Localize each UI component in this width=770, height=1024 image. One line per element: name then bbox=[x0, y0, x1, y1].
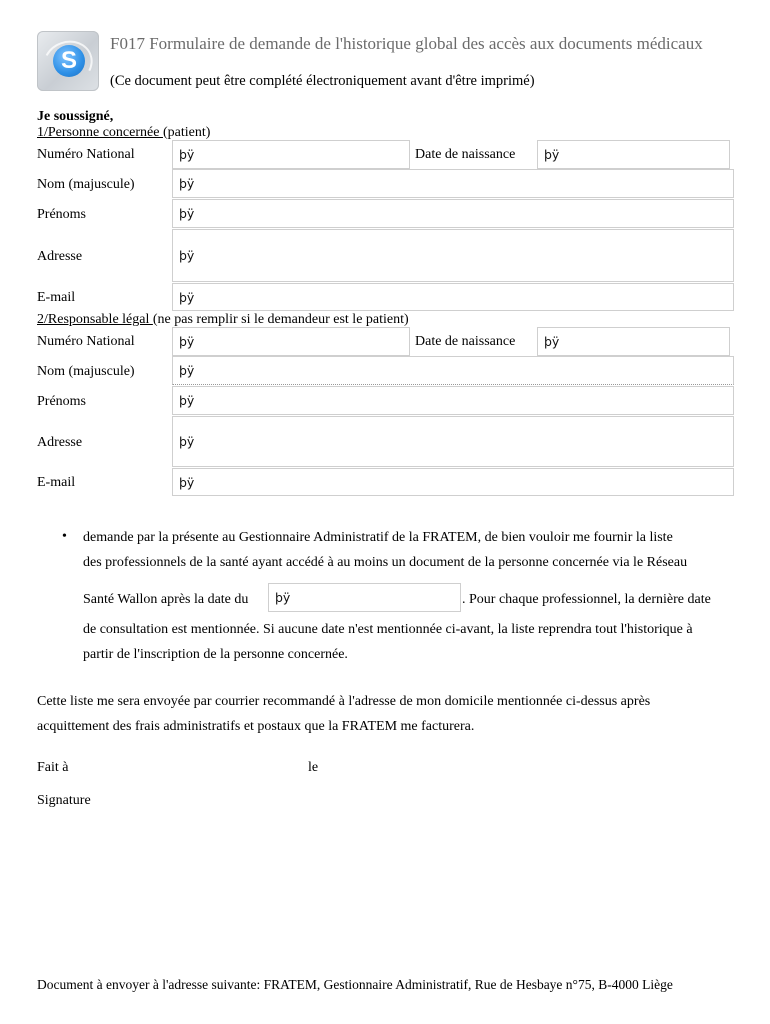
request-bullet: • bbox=[62, 529, 67, 544]
s1-prenoms-field[interactable]: þÿ bbox=[172, 199, 734, 228]
s1-date-naissance-field[interactable]: þÿ bbox=[537, 140, 730, 169]
footer-address: Document à envoyer à l'adresse suivante: FRATEM, Gestionnaire Administratif, Rue de Hesbaye n°75, B-4000 Liège bbox=[37, 977, 673, 992]
fait-a-label: Fait à bbox=[37, 760, 69, 775]
le-label: le bbox=[308, 760, 319, 775]
s2-email-label: E-mail bbox=[37, 475, 76, 490]
s1-numero-national-label: Numéro National bbox=[37, 147, 135, 162]
s1-email-field[interactable]: þÿ bbox=[172, 283, 734, 311]
page-subtitle: (Ce document peut être complété électroniquement avant d'être imprimé) bbox=[110, 73, 535, 89]
request-line-5: partir de l'inscription de la personne concernée. bbox=[83, 647, 348, 662]
request-line-2: des professionnels de la santé ayant accédé à au moins un document de la personne concernée via le Réseau bbox=[83, 555, 688, 570]
section2-heading-underlined: 2/Responsable légal bbox=[37, 312, 153, 327]
page-title: F017 Formulaire de demande de l'historique global des accès aux documents médicaux bbox=[110, 34, 703, 53]
s2-date-naissance-field[interactable]: þÿ bbox=[537, 327, 730, 356]
mailing-line-1: Cette liste me sera envoyée par courrier recommandé à l'adresse de mon domicile mentionnée ci-dessus après bbox=[37, 694, 651, 709]
s2-date-naissance-label: Date de naissance bbox=[415, 334, 516, 349]
logo-letter: S bbox=[53, 45, 85, 77]
soussigne-label: Je soussigné, bbox=[37, 109, 114, 124]
s2-prenoms-field[interactable]: þÿ bbox=[172, 386, 734, 415]
section2-heading-rest: (ne pas remplir si le demandeur est le patient) bbox=[152, 312, 409, 327]
s1-nom-label: Nom (majuscule) bbox=[37, 177, 135, 192]
s1-date-naissance-label: Date de naissance bbox=[415, 147, 516, 162]
s2-adresse-field[interactable]: þÿ bbox=[172, 416, 734, 467]
logo bbox=[37, 31, 99, 91]
s2-prenoms-label: Prénoms bbox=[37, 394, 86, 409]
request-line-3-after: . Pour chaque professionnel, la dernière date bbox=[462, 592, 711, 607]
s2-nom-field[interactable]: þÿ bbox=[172, 356, 734, 385]
s1-prenoms-label: Prénoms bbox=[37, 207, 86, 222]
s2-nom-label: Nom (majuscule) bbox=[37, 364, 135, 379]
s2-adresse-label: Adresse bbox=[37, 435, 83, 450]
mailing-line-2: acquittement des frais administratifs et postaux que la FRATEM me facturera. bbox=[37, 719, 475, 734]
request-line-4: de consultation est mentionnée. Si aucune date n'est mentionnée ci-avant, la liste reprendra tout l'historique à bbox=[83, 622, 693, 637]
s1-adresse-label: Adresse bbox=[37, 249, 83, 264]
s1-email-label: E-mail bbox=[37, 290, 76, 305]
request-line-3-before: Santé Wallon après la date du bbox=[83, 592, 249, 607]
signature-label: Signature bbox=[37, 793, 91, 808]
request-date-field[interactable]: þÿ bbox=[268, 583, 461, 612]
s2-email-field[interactable]: þÿ bbox=[172, 468, 734, 496]
s2-numero-national-field[interactable]: þÿ bbox=[172, 327, 410, 356]
s2-numero-national-label: Numéro National bbox=[37, 334, 135, 349]
s1-numero-national-field[interactable]: þÿ bbox=[172, 140, 410, 169]
s1-adresse-field[interactable]: þÿ bbox=[172, 229, 734, 282]
section1-heading-rest: (patient) bbox=[162, 125, 211, 140]
s1-nom-field[interactable]: þÿ bbox=[172, 169, 734, 198]
section1-heading-underlined: 1/Personne concernée bbox=[37, 125, 163, 140]
request-line-1: demande par la présente au Gestionnaire Administratif de la FRATEM, de bien vouloir me fournir la liste bbox=[83, 530, 673, 545]
